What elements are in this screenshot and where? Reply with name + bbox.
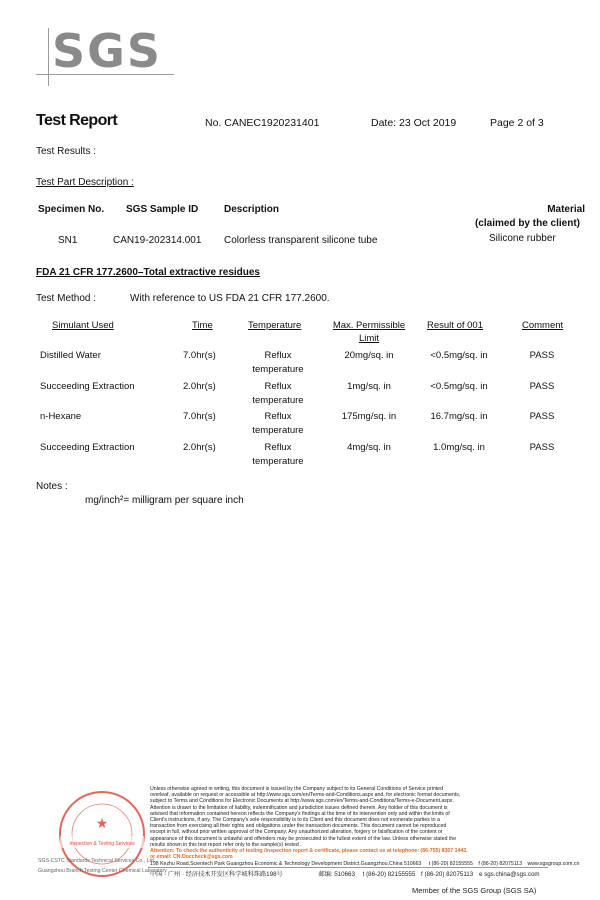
cell-temp: Reflux: [264, 350, 292, 361]
postcode-cn: 邮编: 510663: [318, 871, 355, 878]
test-method-value: With reference to US FDA 21 CFR 177.2600.: [130, 293, 330, 304]
disclaimer-line: Attention is drawn to the limitation of liability, indemnification and jurisdiction issues defined therein. Any holder of this document is: [150, 804, 448, 811]
logo-text: SGS: [52, 24, 163, 78]
cell-limit: 1mg/sq. in: [347, 381, 391, 392]
cell-time: 7.0hr(s): [183, 411, 216, 422]
disclaimer-line: Client's instructions, if any. The Company's sole responsibility is to its Client and this document does not exonerate parties to a: [150, 817, 440, 824]
report-title: Test Report: [36, 112, 118, 129]
cell-comment: PASS: [529, 442, 555, 453]
cell-temp-2: temperature: [252, 364, 304, 375]
cell-comment: PASS: [529, 381, 555, 392]
sample-material: Silicone rubber: [489, 233, 556, 244]
seal-text: Inspection & Testing Services: [69, 841, 135, 847]
cell-limit: 4mg/sq. in: [347, 442, 391, 453]
sgs-logo: [36, 22, 174, 88]
sample-description: Colorless transparent silicone tube: [224, 235, 378, 246]
col-material-note: (claimed by the client): [474, 218, 580, 229]
disclaimer-line: transaction from exercising all their rights and obligations under the transaction documents. This document cannot be reproduced: [150, 823, 447, 830]
specimen-no: SN1: [58, 235, 78, 246]
col-sgs-sample-id: SGS Sample ID: [126, 204, 199, 215]
cell-simulant: n-Hexane: [40, 411, 82, 422]
disclaimer-line: appearance of this document is unlawful and offenders may be prosecuted to the fullest extent of the law. Unless otherwise stated the: [150, 835, 457, 842]
notes-label: Notes :: [36, 481, 68, 492]
notes-line: mg/inch²= milligram per square inch: [85, 495, 244, 506]
doccheck-email[interactable]: or email: CN.Doccheck@sgs.com: [150, 854, 233, 861]
th-limit: Limit: [358, 333, 380, 344]
cell-simulant: Succeeding Extraction: [40, 381, 135, 392]
cell-result: <0.5mg/sq. in: [430, 381, 488, 392]
part-description-label: Test Part Description :: [36, 177, 134, 188]
address-cn-row: [150, 869, 600, 878]
cell-comment: PASS: [529, 411, 555, 422]
cell-result: 1.0mg/sq. in: [433, 442, 485, 453]
disclaimer-line: advised that information contained hereon reflects the Company's findings at the time of its intervention only and within the limits of: [150, 810, 450, 817]
disclaimer-line: overleaf, available on request or accessible at http://www.sgs.com/en/Terms-and-Conditions.aspx and, for electronic format documents,: [150, 792, 461, 799]
footer-divider: [148, 867, 548, 868]
fax-cn: f (86-20) 82075113: [421, 871, 474, 878]
test-results-label: Test Results :: [36, 146, 97, 157]
disclaimer-line: Unless otherwise agreed in writing, this document is issued by the Company subject to its General Conditions of Service printed: [150, 786, 443, 792]
col-specimen-no: Specimen No.: [38, 204, 105, 215]
address-cn: 中国 · 广州 · 经济技术开发区科学城科珠路198号: [150, 871, 283, 878]
cell-limit: 20mg/sq. in: [344, 350, 394, 361]
cell-temp: Reflux: [264, 411, 292, 422]
address-en: 198 Kezhu Road,Scientech Park Guangzhou Economic & Technology Development District,Guangzhou,China 510663: [150, 861, 422, 867]
tel-en: t (86-20) 82155555: [428, 861, 473, 867]
page-number: Page 2 of 3: [490, 117, 544, 129]
th-max-permissible: Max. Permissible: [332, 320, 406, 331]
disclaimer-line: results shown in this test report refer only to the sample(s) tested .: [150, 841, 302, 848]
branch-name-2: Guangzhou Branch Testing Center Chemical Laboratory: [38, 868, 167, 874]
section-title: FDA 21 CFR 177.2600–Total extractive residues: [36, 267, 260, 278]
cell-temp-2: temperature: [252, 456, 304, 467]
disclaimer-line: except in full, without prior written approval of the Company. Any unauthorized alteration, forgery or falsification of the content or: [150, 829, 443, 836]
cell-result: 16.7mg/sq. in: [430, 411, 488, 422]
email-cn[interactable]: e sgs.china@sgs.com: [478, 871, 540, 878]
cell-comment: PASS: [529, 350, 555, 361]
disclaimer-line: subject to Terms and Conditions for Electronic Documents at http://www.sgs.com/en/Terms-and-Conditions/Terms-e-Document.aspx.: [150, 798, 454, 805]
web-en[interactable]: www.sgsgroup.com.cn: [527, 861, 580, 867]
cell-result: <0.5mg/sq. in: [430, 350, 488, 361]
report-date: Date: 23 Oct 2019: [371, 117, 457, 129]
svg-text:★: ★: [95, 816, 109, 832]
cell-time: 2.0hr(s): [183, 381, 216, 392]
col-description: Description: [224, 204, 280, 215]
th-comment: Comment: [522, 320, 564, 331]
member-line: Member of the SGS Group (SGS SA): [412, 886, 537, 895]
th-simulant: Simulant Used: [52, 320, 114, 331]
fax-en: f (86-20) 82075113: [478, 861, 523, 867]
tel-cn: t (86-20) 82155555: [362, 871, 416, 878]
company-seal: [40, 788, 158, 880]
cell-temp-2: temperature: [252, 395, 304, 406]
attention-line: Attention: To check the authenticity of testing /inspection report & certificate, please contact us at telephone: (86-755) 8307 1443,: [150, 848, 468, 855]
cell-simulant: Distilled Water: [40, 350, 101, 361]
th-temperature: Temperature: [248, 320, 302, 331]
cell-temp: Reflux: [264, 381, 292, 392]
cell-time: 7.0hr(s): [183, 350, 216, 361]
branch-name-1: SGS-CSTC Standards Technical Services Co., Ltd.: [38, 858, 156, 864]
col-material: Material: [547, 204, 585, 215]
report-number: No. CANEC1920231401: [205, 117, 320, 129]
cell-limit: 175mg/sq. in: [341, 411, 397, 422]
footer-disclaimer: [150, 786, 540, 860]
cell-simulant: Succeeding Extraction: [40, 442, 135, 453]
cell-temp: Reflux: [264, 442, 292, 453]
test-method-label: Test Method :: [36, 293, 97, 304]
th-result: Result of 001: [427, 320, 483, 331]
cell-time: 2.0hr(s): [183, 442, 216, 453]
th-time: Time: [192, 320, 213, 331]
sgs-sample-id: CAN19-202314.001: [113, 235, 202, 246]
cell-temp-2: temperature: [252, 425, 304, 436]
